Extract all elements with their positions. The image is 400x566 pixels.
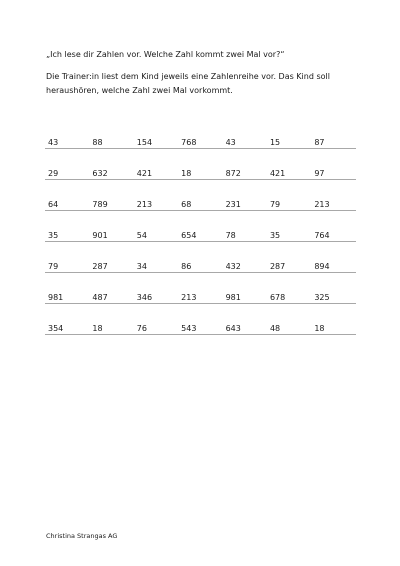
number-cell: 487 [92, 293, 108, 302]
number-cell: 154 [136, 138, 153, 147]
number-row [45, 163, 356, 180]
number-cell: 79 [269, 200, 281, 209]
number-cell: 87 [314, 138, 325, 147]
number-cell: 86 [181, 262, 192, 271]
number-cell: 18 [181, 169, 192, 178]
footer-author: Christina Strangas AG [46, 532, 118, 540]
number-cell: 88 [92, 138, 103, 147]
number-cell: 421 [136, 169, 153, 178]
number-cell: 354 [48, 324, 64, 333]
number-cell: 287 [92, 262, 108, 271]
number-cell: 543 [181, 324, 197, 333]
number-cell: 346 [136, 293, 153, 302]
number-cell: 213 [136, 200, 153, 209]
number-cell: 43 [48, 138, 59, 147]
number-row [45, 256, 356, 273]
number-cell: 287 [269, 262, 286, 271]
number-cell: 213 [181, 293, 197, 302]
number-cell: 632 [92, 169, 108, 178]
number-cell: 654 [181, 231, 197, 240]
number-table [45, 132, 356, 349]
number-row [45, 132, 356, 149]
number-cell: 35 [48, 231, 59, 240]
number-cell: 79 [48, 262, 59, 271]
number-cell: 231 [225, 200, 241, 209]
number-cell: 34 [136, 262, 147, 271]
number-cell: 76 [136, 324, 147, 333]
number-cell: 54 [136, 231, 147, 240]
number-cell: 678 [269, 293, 286, 302]
number-row [45, 225, 356, 242]
number-row [45, 194, 356, 211]
number-cell: 18 [314, 324, 325, 333]
number-cell: 981 [48, 293, 64, 302]
number-cell: 15 [269, 138, 281, 147]
number-cell: 35 [269, 231, 281, 240]
number-cell: 789 [92, 200, 108, 209]
number-cell: 764 [314, 231, 330, 240]
number-row [45, 318, 356, 335]
number-cell: 78 [225, 231, 236, 240]
exercise-instruction: Die Trainer:in liest dem Kind jeweils eine Zahlenreihe vor. Das Kind soll heraushören, welche Zahl zwei Mal vorkommt. [46, 72, 330, 95]
number-cell: 981 [225, 293, 241, 302]
number-cell: 43 [225, 138, 236, 147]
number-cell: 901 [92, 231, 108, 240]
number-cell: 872 [225, 169, 241, 178]
number-cell: 29 [48, 169, 59, 178]
number-row [45, 287, 356, 304]
number-cell: 97 [314, 169, 325, 178]
number-cell: 48 [269, 324, 281, 333]
number-cell: 894 [314, 262, 330, 271]
number-cell: 432 [225, 262, 241, 271]
exercise-question: „Ich lese dir Zahlen vor. Welche Zahl kommt zwei Mal vor?“ [46, 50, 285, 59]
number-cell: 768 [181, 138, 197, 147]
number-cell: 18 [92, 324, 103, 333]
number-cell: 213 [314, 200, 330, 209]
number-cell: 421 [269, 169, 286, 178]
number-cell: 643 [225, 324, 241, 333]
number-cell: 68 [181, 200, 192, 209]
number-cell: 325 [314, 293, 330, 302]
number-cell: 64 [48, 200, 59, 209]
